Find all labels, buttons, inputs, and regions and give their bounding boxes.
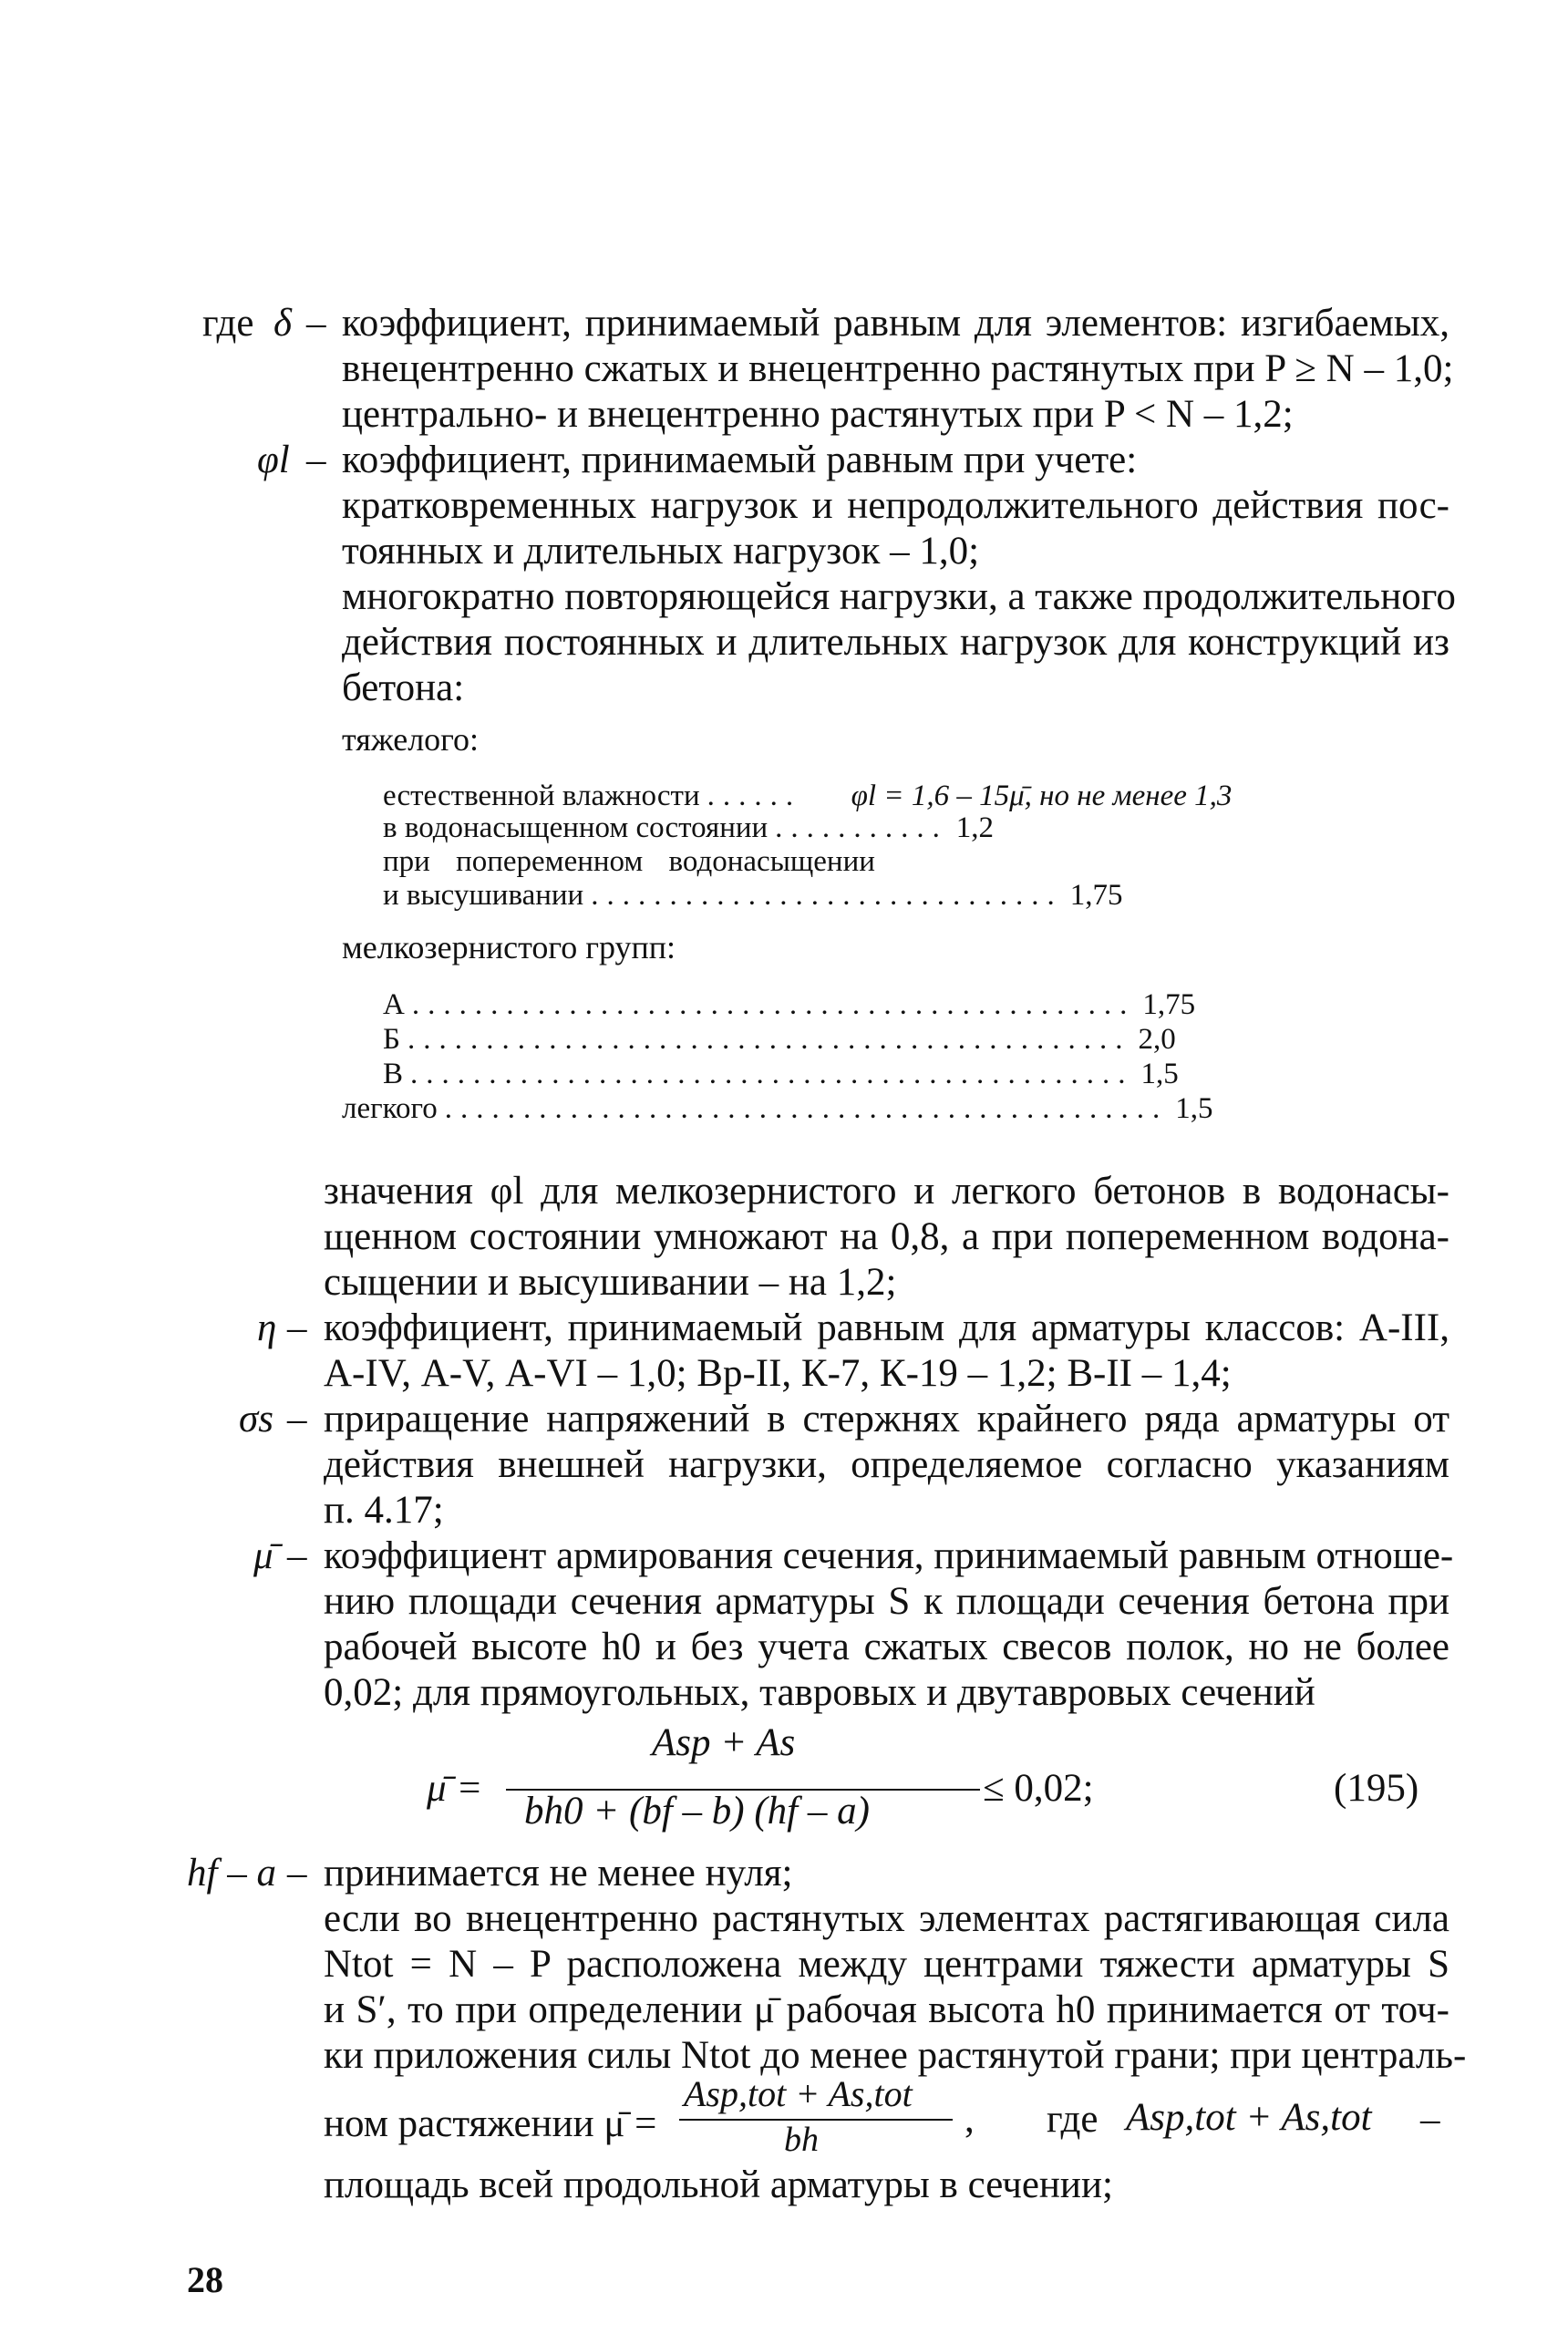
inline-formula-where-expr: Asp,tot + As,tot <box>1126 2096 1372 2139</box>
fine-row-v <box>383 1056 1179 1092</box>
delta-line-2: внецентренно сжатых и внецентренно растянутых при P ≥ N – 1,0; <box>342 347 1454 390</box>
symbol-phi-l: φl <box>257 439 290 481</box>
dash: – <box>287 1398 307 1440</box>
row-value: 1,5 <box>1175 1092 1213 1125</box>
symbol-delta: δ <box>273 302 292 345</box>
note-line-1: значения φl для мелкозернистого и легкого бетонов в водонасы- <box>324 1170 1449 1213</box>
hf-last-line: площадь всей продольной арматуры в сечении; <box>324 2163 1113 2206</box>
hf-line-1: принимается не менее нуля; <box>324 1852 793 1895</box>
hf-line-5: ки приложения силы Ntot до менее растянутой грани; при централь- <box>324 2034 1467 2077</box>
inline-formula-denominator: bh <box>784 2121 819 2159</box>
symbol-mu-bar: μ̄ <box>253 1534 273 1577</box>
row-value: 1,5 <box>1140 1058 1179 1090</box>
hf-line-2: если во внецентренно растянутых элементах растягивающая сила <box>324 1897 1449 1940</box>
row-value: 1,75 <box>1069 879 1123 912</box>
hf-line-4: и S′, то при определении μ̄ рабочая высота h0 принимается от точ- <box>324 1988 1449 2031</box>
row-value: 1,75 <box>1142 988 1196 1021</box>
formula-195-lhs: μ̄ = <box>427 1767 483 1810</box>
heavy-heading: тяжелого: <box>342 721 480 758</box>
heavy-row-alternating <box>383 843 944 880</box>
symbol-hf-minus-a: hf – a <box>187 1852 276 1895</box>
equation-number: (195) <box>1334 1767 1419 1810</box>
fine-heading: мелкозернистого групп: <box>342 929 676 965</box>
leader-dots: .............................................. <box>444 1092 1169 1125</box>
leader-dots: ........... <box>775 811 948 844</box>
delta-line-3: центрально- и внецентренно растянутых при P < N – 1,2; <box>342 393 1294 436</box>
inline-formula-tail: – <box>1420 2098 1440 2141</box>
dash: – <box>287 1534 307 1577</box>
row-value: 1,2 <box>955 811 994 844</box>
phi-line-1: коэффициент, принимаемый равным при учете: <box>342 439 1138 481</box>
row-value: φl = 1,6 – 15μ̄, но не менее 1,3 <box>851 780 1233 812</box>
dash: – <box>287 1852 307 1895</box>
row-label: А <box>383 988 405 1021</box>
leader-dots: .............................. <box>591 879 1063 912</box>
inline-formula-where: где <box>1047 2098 1099 2141</box>
leader-dots: .............................................. <box>411 988 1136 1021</box>
row-label: при попеременном водонасыщении <box>383 845 875 878</box>
dash: – <box>306 302 326 345</box>
symbol-eta: η <box>257 1306 277 1349</box>
row-value: 2,0 <box>1138 1023 1176 1056</box>
heavy-row-saturated <box>383 810 994 846</box>
dash: – <box>306 439 326 481</box>
row-label: Б <box>383 1023 400 1056</box>
mu-line-2: нию площади сечения арматуры S к площади сечения бетона при <box>324 1580 1449 1623</box>
leader-dots: .............................................. <box>410 1058 1134 1090</box>
fine-row-b <box>383 1021 1176 1058</box>
formula-195-numerator: Asp + As <box>652 1721 796 1764</box>
symbol-sigma-s: σs <box>239 1398 273 1440</box>
hf-line-3: Ntot = N – P расположена между центрами тяжести арматуры S <box>324 1943 1449 1986</box>
row-label: в водонасыщенном состоянии <box>383 811 769 844</box>
sigma-line-2: действия внешней нагрузки, определяемое согласно указаниям <box>324 1443 1449 1486</box>
phi-line-2: кратковременных нагрузок и непродолжительного действия пос- <box>342 484 1449 527</box>
mu-line-4: 0,02; для прямоугольных, тавровых и двутавровых сечений <box>324 1671 1315 1714</box>
row-label: легкого <box>342 1092 438 1125</box>
dash: – <box>287 1306 307 1349</box>
row-label: и высушивании <box>383 879 584 912</box>
light-row <box>342 1090 1213 1127</box>
phi-line-3: тоянных и длительных нагрузок – 1,0; <box>342 530 980 573</box>
heavy-row-natural <box>383 778 1331 814</box>
mu-line-3: рабочей высоте h0 и без учета сжатых свесов полок, но не более <box>324 1626 1449 1668</box>
sigma-line-3: п. 4.17; <box>324 1489 444 1532</box>
phi-line-6: бетона: <box>342 666 465 709</box>
inline-formula-suffix: , <box>965 2098 975 2141</box>
formula-195-rhs: ≤ 0,02; <box>983 1767 1094 1810</box>
phi-line-5: действия постоянных и длительных нагрузок для конструкций из <box>342 621 1449 664</box>
row-label: естественной влажности <box>383 780 700 812</box>
inline-formula-numerator: Asp,tot + As,tot <box>684 2073 913 2114</box>
delta-line-1: коэффициент, принимаемый равным для элементов: изгибаемых, <box>342 302 1449 345</box>
sigma-line-1: приращение напряжений в стержнях крайнего ряда арматуры от <box>324 1398 1449 1440</box>
leader-dots: .............................................. <box>407 1023 1131 1056</box>
lead-word: где <box>202 302 254 345</box>
eta-line-2: А-IV, А-V, А-VI – 1,0; Вр-II, К-7, К-19 – 1,2; В-II – 1,4; <box>324 1352 1232 1395</box>
fine-row-a <box>383 986 1196 1023</box>
inline-formula-prefix: ном растяжении μ̄ = <box>324 2102 657 2145</box>
leader-dots: ...... <box>707 780 802 812</box>
eta-line-1: коэффициент, принимаемый равным для арматуры классов: А-III, <box>324 1306 1449 1349</box>
page-number: 28 <box>187 2259 223 2300</box>
heavy-row-drying <box>383 877 1123 914</box>
formula-195-denominator: bh0 + (bf – b) (hf – a) <box>524 1790 870 1833</box>
phi-line-4: многократно повторяющейся нагрузки, а также продолжительного <box>342 575 1456 618</box>
note-line-3: сыщении и высушивании – на 1,2; <box>324 1261 897 1304</box>
mu-line-1: коэффициент армирования сечения, принимаемый равным отноше- <box>324 1534 1454 1577</box>
row-label: В <box>383 1058 404 1090</box>
note-line-2: щенном состоянии умножают на 0,8, а при попеременном водона- <box>324 1215 1449 1258</box>
